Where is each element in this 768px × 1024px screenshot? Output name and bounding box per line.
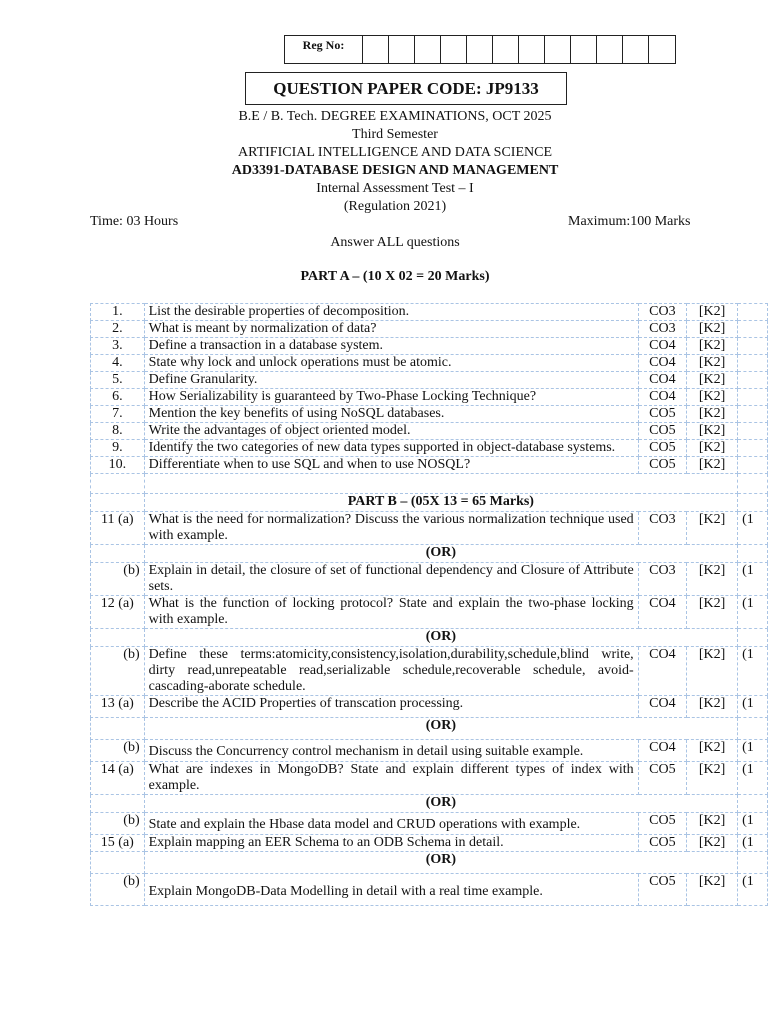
marks: (1 xyxy=(738,696,768,718)
knowledge-level: [K2] xyxy=(687,440,738,457)
question-text: State why lock and unlock operations must be atomic. xyxy=(144,355,638,372)
knowledge-level: [K2] xyxy=(687,563,738,596)
or-divider-row xyxy=(91,545,768,563)
course-outcome: CO4 xyxy=(638,696,686,718)
question-text: Mention the key benefits of using NoSQL databases. xyxy=(144,406,638,423)
course-outcome: CO4 xyxy=(638,647,686,696)
marks: (1 xyxy=(738,740,768,762)
blank-cell xyxy=(91,852,145,874)
blank-cell xyxy=(738,474,768,494)
question-number: 7. xyxy=(91,406,145,423)
question-number: 6. xyxy=(91,389,145,406)
question-text: Write the advantages of object oriented model. xyxy=(144,423,638,440)
reg-digit-cell xyxy=(415,36,441,63)
spacer-row xyxy=(91,474,768,494)
regulation: (Regulation 2021) xyxy=(343,199,447,214)
question-row xyxy=(91,338,768,355)
part-b-title-row xyxy=(91,494,768,512)
question-row xyxy=(91,813,768,835)
question-number: (b) xyxy=(91,563,145,596)
or-divider: (OR) xyxy=(144,852,737,874)
marks: (1 xyxy=(738,813,768,835)
course-outcome: CO3 xyxy=(638,304,686,321)
question-row xyxy=(91,874,768,906)
question-row xyxy=(91,423,768,440)
question-row xyxy=(91,512,768,545)
question-text: What is the need for normalization? Discuss the various normalization technique used with example. xyxy=(144,512,638,545)
question-number: 13 (a) xyxy=(91,696,145,718)
question-text: State and explain the Hbase data model and CRUD operations with example. xyxy=(144,813,638,835)
question-text: What is meant by normalization of data? xyxy=(144,321,638,338)
questions-table xyxy=(90,303,768,906)
course-outcome: CO5 xyxy=(638,406,686,423)
question-text: Define a transaction in a database system. xyxy=(144,338,638,355)
course-outcome: CO5 xyxy=(638,835,686,852)
blank-cell xyxy=(91,545,145,563)
or-divider-row xyxy=(91,629,768,647)
reg-no-box xyxy=(284,35,676,64)
question-row xyxy=(91,647,768,696)
degree-title: B.E / B. Tech. DEGREE EXAMINATIONS, OCT 2025 xyxy=(238,109,552,124)
marks: (1 xyxy=(738,835,768,852)
question-row xyxy=(91,740,768,762)
marks xyxy=(738,355,768,372)
marks xyxy=(738,304,768,321)
question-number: 14 (a) xyxy=(91,762,145,795)
course-outcome: CO5 xyxy=(638,813,686,835)
question-number: (b) xyxy=(91,647,145,696)
question-number: (b) xyxy=(91,874,145,906)
question-text: Explain mapping an EER Schema to an ODB Schema in detail. xyxy=(144,835,638,852)
part-b-title: PART B – (05X 13 = 65 Marks) xyxy=(144,494,737,512)
question-row xyxy=(91,372,768,389)
question-number: 15 (a) xyxy=(91,835,145,852)
question-text: Identify the two categories of new data types supported in object-database systems. xyxy=(144,440,638,457)
blank-cell xyxy=(738,718,768,740)
question-text: Differentiate when to use SQL and when to use NOSQL? xyxy=(144,457,638,474)
question-row xyxy=(91,304,768,321)
question-row xyxy=(91,457,768,474)
question-number: 12 (a) xyxy=(91,596,145,629)
marks: (1 xyxy=(738,874,768,906)
knowledge-level: [K2] xyxy=(687,372,738,389)
knowledge-level: [K2] xyxy=(687,813,738,835)
course-outcome: CO4 xyxy=(638,372,686,389)
reg-digit-cell xyxy=(441,36,467,63)
question-row xyxy=(91,563,768,596)
question-text: Explain MongoDB-Data Modelling in detail with a real time example. xyxy=(144,874,638,906)
question-number: 1. xyxy=(91,304,145,321)
blank-cell xyxy=(738,494,768,512)
marks xyxy=(738,440,768,457)
or-divider-row xyxy=(91,718,768,740)
or-divider: (OR) xyxy=(144,629,737,647)
question-row xyxy=(91,389,768,406)
marks xyxy=(738,321,768,338)
course-title: AD3391-DATABASE DESIGN AND MANAGEMENT xyxy=(231,163,559,178)
course-outcome: CO4 xyxy=(638,740,686,762)
or-divider: (OR) xyxy=(144,795,737,813)
or-divider-row xyxy=(91,795,768,813)
department: ARTIFICIAL INTELLIGENCE AND DATA SCIENCE xyxy=(237,145,553,160)
question-row xyxy=(91,321,768,338)
marks xyxy=(738,389,768,406)
blank-cell xyxy=(91,718,145,740)
question-row xyxy=(91,835,768,852)
question-row xyxy=(91,596,768,629)
question-row xyxy=(91,355,768,372)
course-outcome: CO4 xyxy=(638,355,686,372)
reg-digit-cell xyxy=(363,36,389,63)
reg-no-label: Reg No: xyxy=(285,36,363,63)
question-row xyxy=(91,406,768,423)
time-allowed: Time: 03 Hours xyxy=(90,214,179,229)
knowledge-level: [K2] xyxy=(687,647,738,696)
question-text: What is the function of locking protocol? State and explain the two-phase locking with example. xyxy=(144,596,638,629)
question-text: Describe the ACID Properties of transcation processing. xyxy=(144,696,638,718)
reg-digit-cell xyxy=(545,36,571,63)
or-divider: (OR) xyxy=(144,545,737,563)
marks: (1 xyxy=(738,596,768,629)
blank-cell xyxy=(738,545,768,563)
question-number: 5. xyxy=(91,372,145,389)
marks xyxy=(738,372,768,389)
question-text: What are indexes in MongoDB? State and explain different types of index with example. xyxy=(144,762,638,795)
question-text: Discuss the Concurrency control mechanism in detail using suitable example. xyxy=(144,740,638,762)
question-number: 4. xyxy=(91,355,145,372)
question-row xyxy=(91,696,768,718)
or-divider: (OR) xyxy=(144,718,737,740)
blank-cell xyxy=(91,474,145,494)
test-name: Internal Assessment Test – I xyxy=(316,181,474,196)
marks: (1 xyxy=(738,563,768,596)
reg-digit-cell xyxy=(623,36,649,63)
course-outcome: CO4 xyxy=(638,596,686,629)
question-text: Define Granularity. xyxy=(144,372,638,389)
question-text: Explain in detail, the closure of set of functional dependency and Closure of Attribute sets. xyxy=(144,563,638,596)
question-row xyxy=(91,762,768,795)
knowledge-level: [K2] xyxy=(687,874,738,906)
question-number: 11 (a) xyxy=(91,512,145,545)
spacer xyxy=(144,474,737,494)
knowledge-level: [K2] xyxy=(687,423,738,440)
knowledge-level: [K2] xyxy=(687,696,738,718)
question-number: 8. xyxy=(91,423,145,440)
course-outcome: CO5 xyxy=(638,423,686,440)
knowledge-level: [K2] xyxy=(687,740,738,762)
course-outcome: CO5 xyxy=(638,874,686,906)
reg-digit-cell xyxy=(389,36,415,63)
marks xyxy=(738,423,768,440)
knowledge-level: [K2] xyxy=(687,406,738,423)
question-number: 3. xyxy=(91,338,145,355)
knowledge-level: [K2] xyxy=(687,304,738,321)
marks: (1 xyxy=(738,512,768,545)
question-text: How Serializability is guaranteed by Two-Phase Locking Technique? xyxy=(144,389,638,406)
marks xyxy=(738,406,768,423)
course-outcome: CO4 xyxy=(638,389,686,406)
course-outcome: CO3 xyxy=(638,563,686,596)
blank-cell xyxy=(738,852,768,874)
blank-cell xyxy=(91,629,145,647)
reg-digit-cell xyxy=(493,36,519,63)
course-outcome: CO5 xyxy=(638,440,686,457)
marks xyxy=(738,457,768,474)
question-number: (b) xyxy=(91,740,145,762)
knowledge-level: [K2] xyxy=(687,321,738,338)
question-text: List the desirable properties of decomposition. xyxy=(144,304,638,321)
question-number: 9. xyxy=(91,440,145,457)
blank-cell xyxy=(738,795,768,813)
maximum-marks: Maximum:100 Marks xyxy=(568,214,691,229)
marks xyxy=(738,338,768,355)
knowledge-level: [K2] xyxy=(687,512,738,545)
knowledge-level: [K2] xyxy=(687,762,738,795)
marks: (1 xyxy=(738,647,768,696)
reg-digit-cell xyxy=(467,36,493,63)
blank-cell xyxy=(91,795,145,813)
course-outcome: CO3 xyxy=(638,512,686,545)
question-number: 10. xyxy=(91,457,145,474)
knowledge-level: [K2] xyxy=(687,596,738,629)
semester: Third Semester xyxy=(352,127,438,142)
course-outcome: CO5 xyxy=(638,457,686,474)
course-outcome: CO3 xyxy=(638,321,686,338)
reg-digit-cell xyxy=(649,36,675,63)
reg-digit-cell xyxy=(571,36,597,63)
instruction: Answer ALL questions xyxy=(330,235,460,250)
part-a-title: PART A – (10 X 02 = 20 Marks) xyxy=(300,269,490,284)
or-divider-row xyxy=(91,852,768,874)
knowledge-level: [K2] xyxy=(687,355,738,372)
knowledge-level: [K2] xyxy=(687,835,738,852)
knowledge-level: [K2] xyxy=(687,457,738,474)
question-row xyxy=(91,440,768,457)
blank-cell xyxy=(91,494,145,512)
knowledge-level: [K2] xyxy=(687,389,738,406)
question-number: 2. xyxy=(91,321,145,338)
course-outcome: CO4 xyxy=(638,338,686,355)
marks: (1 xyxy=(738,762,768,795)
reg-digit-cell xyxy=(519,36,545,63)
question-paper-code: QUESTION PAPER CODE: JP9133 xyxy=(245,72,567,105)
reg-digit-cell xyxy=(597,36,623,63)
question-number: (b) xyxy=(91,813,145,835)
course-outcome: CO5 xyxy=(638,762,686,795)
question-text: Define these terms:atomicity,consistency,isolation,durability,schedule,blind write, dirty read,unrepeatable read,serializable schedule,recoverable schedule, avoid-cascading-aborate schedule. xyxy=(144,647,638,696)
knowledge-level: [K2] xyxy=(687,338,738,355)
blank-cell xyxy=(738,629,768,647)
